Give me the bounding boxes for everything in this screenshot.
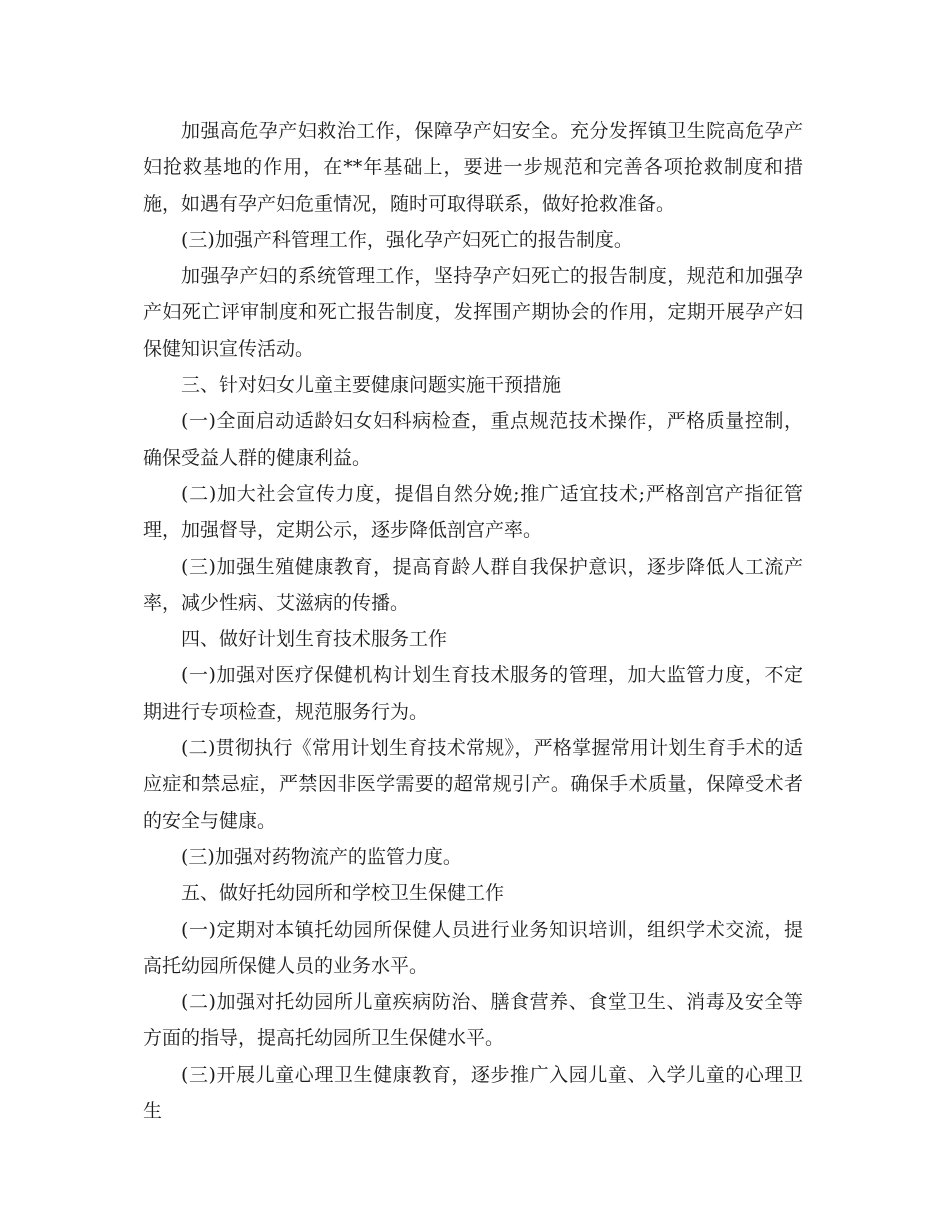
paragraph-7: (三)加强生殖健康教育，提高育龄人群自我保护意识，逐步降低人工流产率，减少性病、艾滋病的传播。 [143,555,803,614]
paragraph-3: 加强孕产妇的系统管理工作，坚持孕产妇死亡的报告制度，规范和加强孕产妇死亡评审制度和死亡报告制度，发挥围产期协会的作用，定期开展孕产妇保健知识宣传活动。 [143,265,803,360]
paragraph-9: (一)加强对医疗保健机构计划生育技术服务的管理，加大监管力度，不定期进行专项检查，规范服务行为。 [143,664,803,723]
paragraph-1: 加强高危孕产妇救治工作，保障孕产妇安全。充分发挥镇卫生院高危孕产妇抢救基地的作用，在**年基础上，要进一步规范和完善各项抢救制度和措施，如遇有孕产妇危重情况，随时可取得联系，做好抢救准备。 [143,120,803,215]
paragraph-10: (二)贯彻执行《常用计划生育技术常规》，严格掌握常用计划生育手术的适应症和禁忌症，严禁因非医学需要的超常规引产。确保手术质量，保障受术者的安全与健康。 [143,737,803,832]
document-body [143,113,803,1129]
paragraph-5: (一)全面启动适龄妇女妇科病检查，重点规范技术操作，严格质量控制，确保受益人群的健康利益。 [143,410,803,469]
paragraph-6: (二)加大社会宣传力度，提倡自然分娩;推广适宜技术;严格剖宫产指征管理，加强督导，定期公示，逐步降低剖宫产率。 [143,482,803,542]
paragraph-14: (二)加强对托幼园所儿童疾病防治、膳食营养、食堂卫生、消毒及安全等方面的指导，提高托幼园所卫生保健水平。 [143,991,803,1050]
section-heading-3: 三、针对妇女儿童主要健康问题实施干预措施 [181,374,562,397]
section-heading-4: 四、做好计划生育技术服务工作 [181,628,448,651]
section-heading-5: 五、做好托幼园所和学校卫生保健工作 [181,882,505,905]
paragraph-15: (三)开展儿童心理卫生健康教育，逐步推广入园儿童、入学儿童的心理卫生 [143,1063,803,1123]
paragraph-2: (三)加强产科管理工作，强化孕产妇死亡的报告制度。 [181,228,633,251]
paragraph-13: (一)定期对本镇托幼园所保健人员进行业务知识培训，组织学术交流，提高托幼园所保健人员的业务水平。 [143,918,803,977]
paragraph-11: (三)加强对药物流产的监管力度。 [181,845,462,868]
